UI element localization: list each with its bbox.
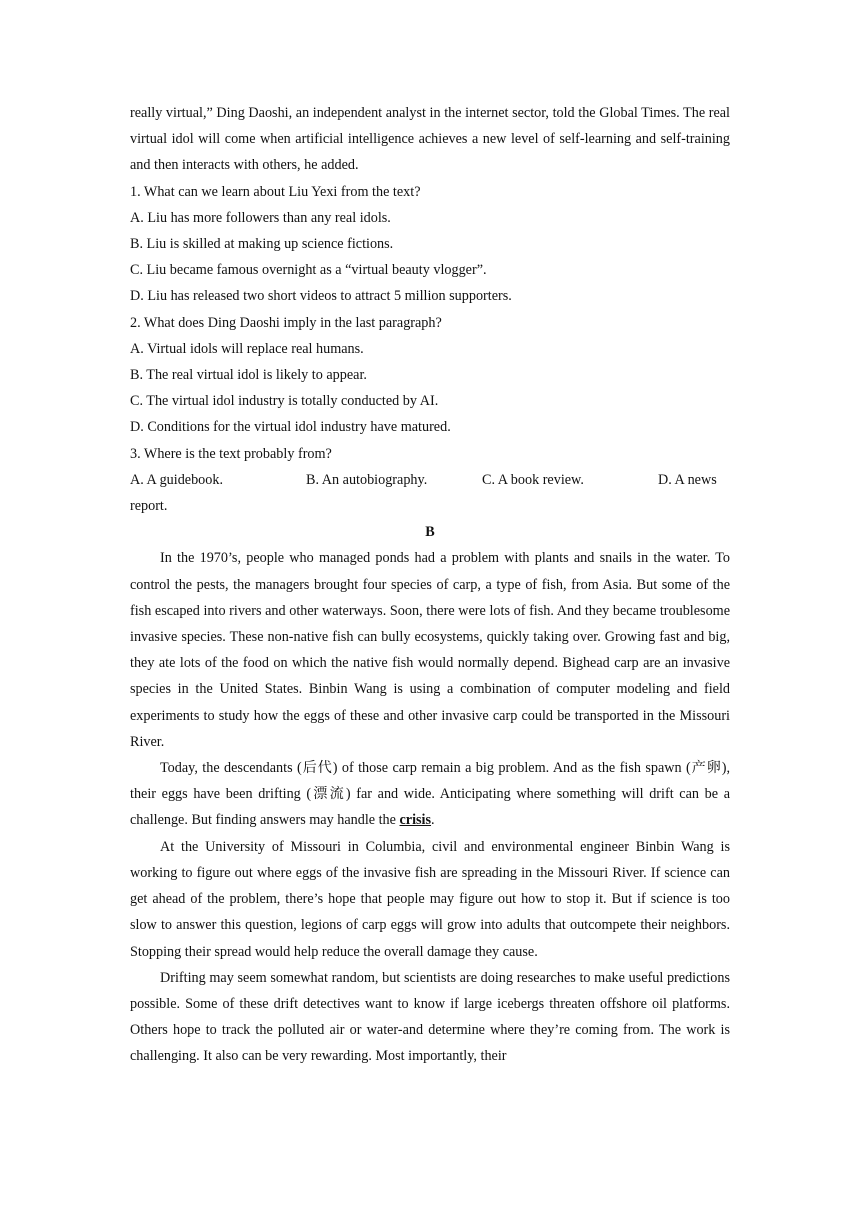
- paragraph-1: In the 1970’s, people who managed ponds had a problem with plants and snails in the water. To control the pests, the managers brought four species of carp, a type of fish, from Asia. But some of the fish escaped into rivers and other waterways. Soon, there were lots of fish. And they became troublesome invasive species. These non-native fish can bully ecosystems, quickly taking over. Growing fast and big, they ate lots of the food on which the native fish would normally depend. Bighead carp are an invasive species in the United States. Binbin Wang is using a combination of computer modeling and field experiments to study how the eggs of these and other invasive carp could be transported in the Missouri River.: [130, 550, 730, 750]
- options-row: [130, 467, 730, 493]
- paragraph-2-text: Today, the descendants (后代) of those carp remain a big problem. And as the fish spawn (产卵), their eggs have been drifting (漂流) far and wide. Anticipating where something will drift can be a challenge. But finding answers may handle the: [130, 760, 730, 829]
- question-stem: 3. Where is the text probably from?: [130, 445, 332, 462]
- option-b: B. The real virtual idol is likely to appear.: [130, 367, 367, 384]
- option-d: D. Conditions for the virtual idol industry have matured.: [130, 419, 451, 436]
- option-c: C. A book review.: [482, 471, 584, 488]
- paragraph-4: Drifting may seem somewhat random, but scientists are doing researches to make useful predictions possible. Some of these drift detectives want to know if large icebergs threaten offshore oil platforms. Others hope to track the polluted air or water-and determine where they’re coming from. The work is challenging. It also can be very rewarding. Most importantly, their: [130, 969, 730, 1065]
- option-d: D. Liu has released two short videos to attract 5 million supporters.: [130, 288, 512, 305]
- option-b: B. Liu is skilled at making up science fictions.: [130, 236, 394, 253]
- question-1: [130, 179, 730, 310]
- question-stem: 1. What can we learn about Liu Yexi from the text?: [130, 183, 421, 200]
- option-d: D. A news: [658, 471, 717, 488]
- paragraph-2-end: .: [431, 812, 435, 829]
- question-stem: 2. What does Ding Daoshi imply in the last paragraph?: [130, 314, 442, 331]
- document-page: [130, 100, 730, 1070]
- option-c: C. Liu became famous overnight as a “virtual beauty vlogger”.: [130, 262, 487, 279]
- question-2: [130, 310, 730, 441]
- section-heading: B: [425, 524, 435, 541]
- keyword-crisis: crisis: [399, 812, 432, 829]
- option-c: C. The virtual idol industry is totally conducted by AI.: [130, 393, 439, 410]
- paragraph-3: At the University of Missouri in Columbia, civil and environmental engineer Binbin Wang is working to figure out where eggs of the invasive fish are spreading in the Missouri River. If science can get ahead of the problem, there’s hope that people may figure out how to stop it. But if science is too slow to answer this question, legions of carp eggs will grow into adults that outcompete their neighbors. Stopping their spread would help reduce the overall damage they cause.: [130, 838, 730, 960]
- option-continuation: report.: [130, 498, 168, 515]
- option-a: A. Liu has more followers than any real idols.: [130, 209, 391, 226]
- paragraph-2: [130, 755, 730, 834]
- intro-paragraph: really virtual,” Ding Daoshi, an independent analyst in the internet sector, told the Global Times. The real virtual idol will come when artificial intelligence achieves a new level of self-learning and self-training and then interacts with others, he added.: [130, 105, 730, 174]
- option-b: B. An autobiography.: [306, 471, 428, 488]
- option-a: A. Virtual idols will replace real humans.: [130, 340, 364, 357]
- option-a: A. A guidebook.: [130, 471, 224, 488]
- question-3: [130, 441, 730, 520]
